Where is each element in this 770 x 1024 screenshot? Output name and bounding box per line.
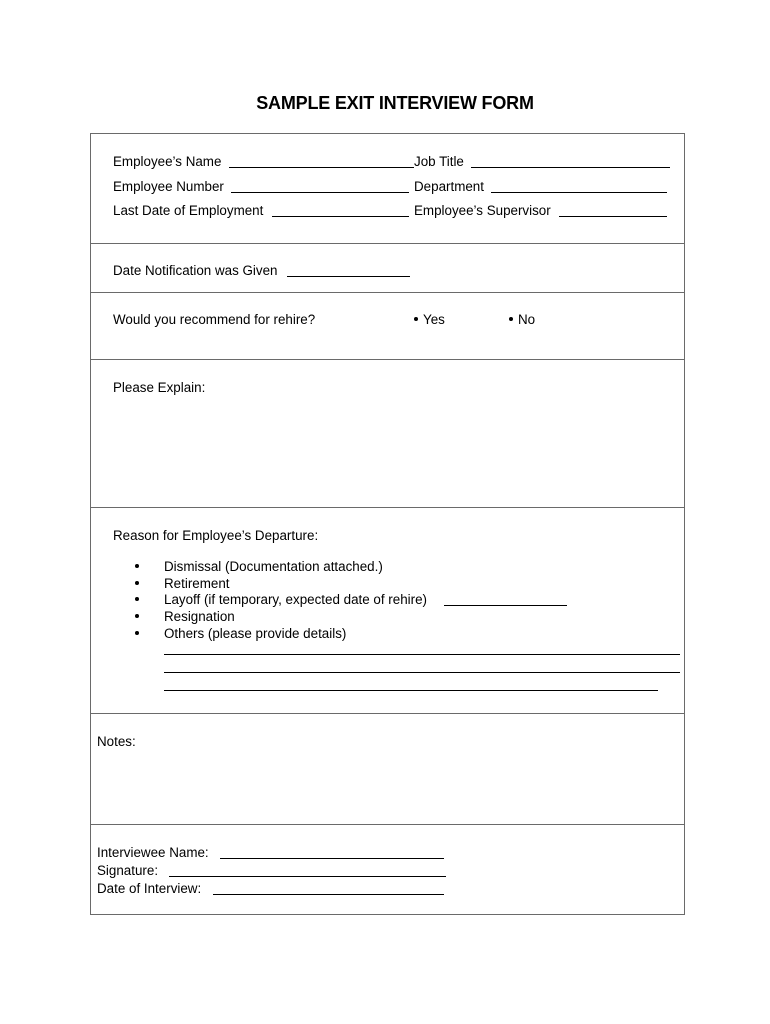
rehire-section xyxy=(91,293,684,360)
employee-number-field[interactable] xyxy=(231,192,409,193)
bullet-icon xyxy=(135,614,139,618)
employee-number-label: Employee Number xyxy=(113,179,224,194)
departure-label: Reason for Employee’s Departure: xyxy=(113,528,319,543)
reason-label: Dismissal (Documentation attached.) xyxy=(164,559,383,574)
supervisor-field[interactable] xyxy=(559,216,667,217)
notes-label: Notes: xyxy=(97,734,136,749)
interviewee-name-field[interactable] xyxy=(220,858,444,859)
rehire-date-field[interactable] xyxy=(444,605,567,606)
rehire-question: Would you recommend for rehire? xyxy=(113,312,316,327)
employee-info-section xyxy=(91,134,684,244)
notification-date-field[interactable] xyxy=(287,276,410,277)
details-line-1[interactable] xyxy=(164,654,680,655)
details-line-3[interactable] xyxy=(164,690,658,691)
employee-name-field[interactable] xyxy=(229,167,414,168)
last-date-label: Last Date of Employment xyxy=(113,203,264,218)
interview-date-field[interactable] xyxy=(213,894,444,895)
interviewee-name-label: Interviewee Name: xyxy=(97,845,209,860)
explain-section xyxy=(91,360,684,508)
reason-label: Others (please provide details) xyxy=(164,626,347,641)
department-label: Department xyxy=(414,179,484,194)
signoff-section xyxy=(91,825,684,914)
bullet-icon xyxy=(135,597,139,601)
signature-field[interactable] xyxy=(169,876,446,877)
explain-field[interactable] xyxy=(113,400,673,500)
last-date-field[interactable] xyxy=(272,216,409,217)
notification-section xyxy=(91,244,684,293)
bullet-icon xyxy=(135,631,139,635)
form-title: SAMPLE EXIT INTERVIEW FORM xyxy=(256,93,534,113)
reason-label: Resignation xyxy=(164,609,235,624)
exit-interview-form xyxy=(90,133,685,915)
interview-date-label: Date of Interview: xyxy=(97,881,202,896)
reason-label: Layoff (if temporary, expected date of rehire) xyxy=(164,592,427,607)
bullet-icon xyxy=(135,564,139,568)
notes-field[interactable] xyxy=(97,754,672,816)
rehire-yes-label: Yes xyxy=(423,312,445,327)
details-line-2[interactable] xyxy=(164,672,680,673)
bullet-icon xyxy=(135,581,139,585)
notification-date-label: Date Notification was Given xyxy=(113,263,278,278)
employee-name-label: Employee’s Name xyxy=(113,154,222,169)
bullet-icon xyxy=(509,317,513,321)
rehire-no-label: No xyxy=(518,312,536,327)
job-title-label: Job Title xyxy=(414,154,464,169)
departure-section xyxy=(91,508,684,714)
supervisor-label: Employee’s Supervisor xyxy=(414,203,551,218)
explain-label: Please Explain: xyxy=(113,380,206,395)
signature-label: Signature: xyxy=(97,863,159,878)
department-field[interactable] xyxy=(491,192,667,193)
job-title-field[interactable] xyxy=(471,167,670,168)
reason-label: Retirement xyxy=(164,576,230,591)
bullet-icon xyxy=(414,317,418,321)
notes-section xyxy=(91,714,684,825)
